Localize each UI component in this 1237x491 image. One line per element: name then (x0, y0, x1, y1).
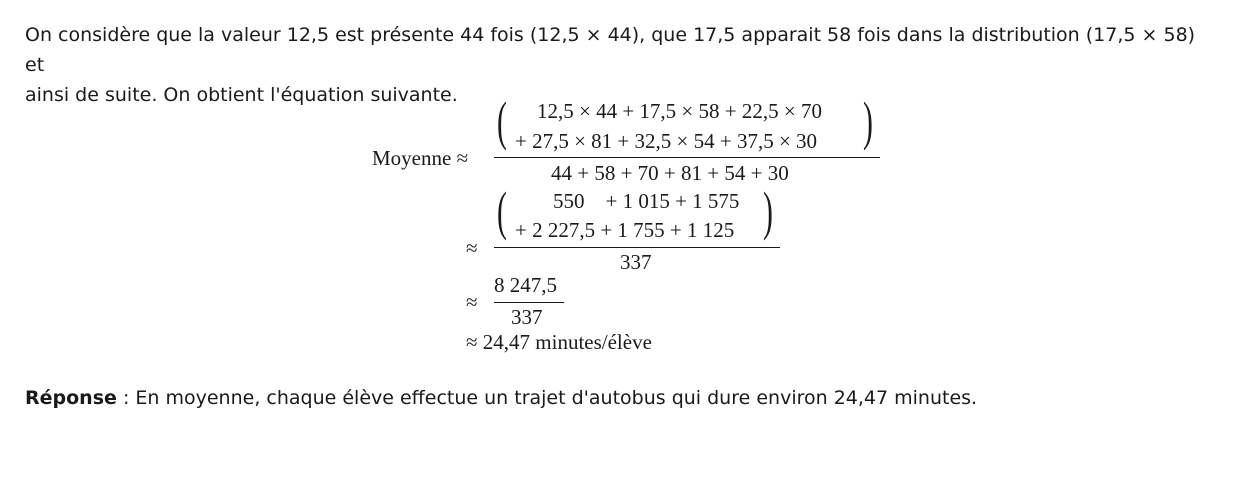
step3-denominator: 337 (511, 305, 543, 329)
step2-fraction-bar (494, 247, 780, 248)
step1-numerator-line1: 12,5 × 44 + 17,5 × 58 + 22,5 × 70 (537, 99, 822, 123)
left-paren: ( (497, 181, 507, 241)
approx-sign: ≈ (466, 236, 478, 260)
step2-numerator-line2: + 2 227,5 + 1 755 + 1 125 (515, 218, 735, 242)
step3-fraction-bar (494, 302, 564, 303)
step1-fraction-bar (494, 157, 880, 158)
answer-text: : En moyenne, chaque élève effectue un trajet d'autobus qui dure environ 24,47 minutes. (116, 387, 978, 409)
mean-label: Moyenne ≈ (372, 146, 469, 170)
answer-label: Réponse (25, 387, 117, 409)
result: ≈ 24,47 minutes/élève (466, 330, 652, 354)
intro-line-2: ainsi de suite. On obtient l'équation suivante. (25, 84, 458, 106)
intro-line-1: On considère que la valeur 12,5 est présente 44 fois (12,5 × 44), que 17,5 apparait 58 fois dans la distribution (17,5 × 58) et (25, 24, 1196, 76)
step3-numerator: 8 247,5 (494, 273, 557, 297)
approx-sign: ≈ (466, 290, 478, 314)
intro-paragraph (25, 20, 1220, 110)
step1-denominator: 44 + 58 + 70 + 81 + 54 + 30 (551, 161, 789, 185)
step1-numerator-line2: + 27,5 × 81 + 32,5 × 54 + 37,5 × 30 (515, 129, 818, 153)
right-paren: ) (763, 181, 773, 241)
step2-denominator: 337 (620, 250, 652, 274)
step2-numerator-line1: 550 + 1 015 + 1 575 (553, 189, 740, 213)
answer-paragraph (25, 384, 977, 412)
right-paren: ) (863, 91, 873, 151)
left-paren: ( (497, 91, 507, 151)
